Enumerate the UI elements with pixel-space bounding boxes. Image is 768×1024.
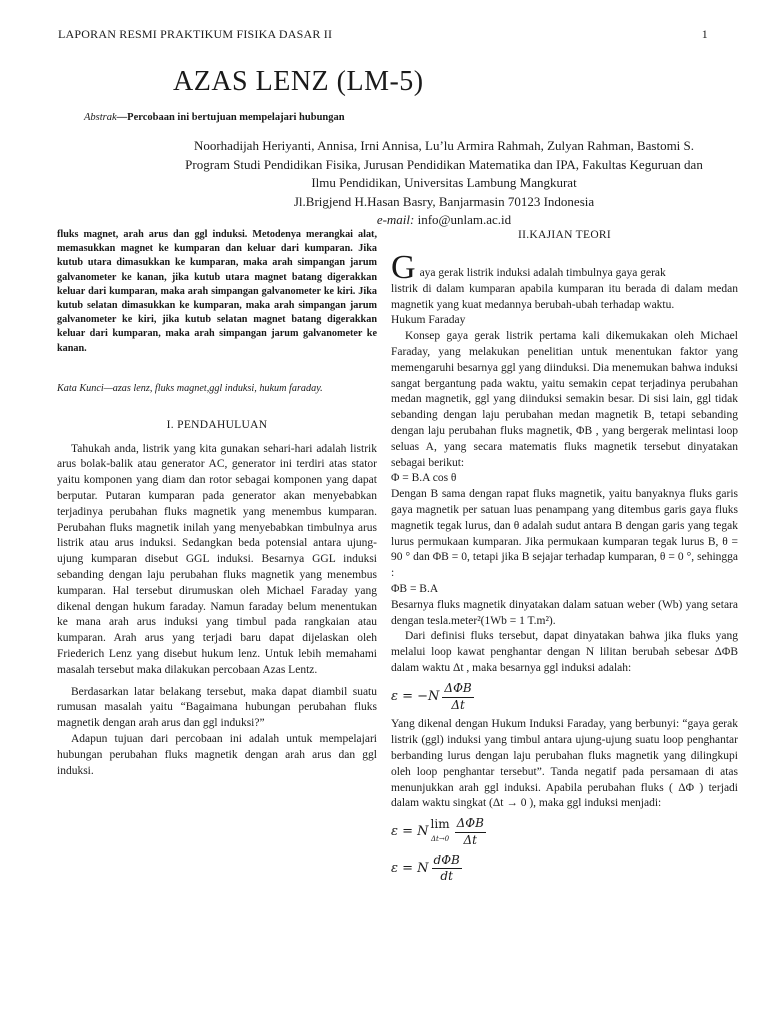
- abstract-lead-text: Percobaan ini bertujuan mempelajari hubungan: [127, 112, 345, 123]
- author-names: Noorhadijah Heriyanti, Annisa, Irni Annisa, Lu’lu Armira Rahmah, Zulyan Rahman, Bastomi S.: [193, 138, 695, 153]
- right-column: [391, 228, 738, 889]
- dropcap-line: [391, 248, 738, 286]
- eq3-fraction: [432, 853, 462, 886]
- theory-paragraph-2: Dengan B sama dengan rapat fluks magnetik, yaitu banyaknya fluks garis gaya magnetik per satuan luas penampang yang ditembus garis gaya fluks magnetik tegak lurus, dan θ adalah sudut antara B dengan garis yang tegak lurus permukaan kumparan. Jika permukaan kumparan tegak lurus B, θ = 90 ° dan ΦB = 0, tetapi jika B sejajar terhadap kumparan, θ = 0 °, sehingga :: [391, 488, 738, 580]
- page-number: 1: [701, 27, 708, 41]
- eq1-fraction: [442, 681, 473, 714]
- eq2-lim-sub: Δt→0: [430, 835, 450, 844]
- abstract-lead: [84, 112, 345, 123]
- theory-paragraph-1: Konsep gaya gerak listrik pertama kali dikemukakan oleh Michael Faraday, yang melakukan penelitian untuk menentukan faktor yang memengaruhi besarnya ggl yang diinduksi. Dia menemukan bahwa induksi sangat bergantung pada waktu, yaitu semakin cepat terjadinya perubahan medan magnetik, ggl yang diinduksi semakin besar. Di sisi lain, ggl tidak sebanding dengan laju perubahan medan magnetik B, tetapi sebanding dengan laju perubahan fluks magnetik, ΦB , yang bergerak melintasi loop seluas A, yang secara matematis fluks magnetik tersebut dinyatakan sebagai berikut:: [391, 330, 738, 469]
- eq2-fraction: [455, 816, 486, 849]
- running-head-title: LAPORAN RESMI PRAKTIKUM FISIKA DASAR II: [58, 27, 333, 41]
- eq1-denominator: Δt: [451, 697, 465, 712]
- abstract-dash: —: [116, 112, 128, 123]
- left-column: [57, 228, 377, 779]
- eq2-lim-word: lim: [430, 816, 450, 831]
- eq2-numerator: ΔΦB: [455, 816, 486, 833]
- theory-paragraph-5: Yang dikenal dengan Hukum Induksi Faraday, yang berbunyi: “gaya gerak listrik (ggl) induksi yang timbul antara ujung-ujung suatu loop penghantar berbanding lurus dengan laju perubahan fluks magnetik yang dilingkupi oleh loop penghantar tersebut”. Tanda negatif pada persamaan di atas menunjukkan arah ggl induksi. Apabila perubahan fluks ( ΔΦ ) terjadi dalam waktu singkat (Δt → 0 ), maka ggl induksi menjadi:: [391, 718, 738, 810]
- equation-faraday: [391, 681, 738, 714]
- eq1-numerator: ΔΦB: [442, 681, 473, 698]
- email-label: e-mail:: [376, 212, 415, 227]
- email-line: [150, 211, 738, 230]
- paper-title: AZAS LENZ (LM-5): [173, 66, 424, 97]
- author-block: [150, 137, 738, 230]
- affiliation-line-1: Program Studi Pendidikan Fisika, Jurusan Pendidikan Matematika dan IPA, Fakultas Keguruan dan: [185, 156, 703, 172]
- address: Jl.Brigjend H.Hasan Basry, Banjarmasin 70123 Indonesia: [293, 193, 595, 209]
- eq3-lhs: ε = N: [391, 861, 429, 877]
- section-heading-pendahuluan: I. PENDAHULUAN: [166, 418, 268, 431]
- dropcap-letter: G: [391, 248, 416, 286]
- subheading-hukum-faraday: Hukum Faraday: [391, 314, 466, 327]
- eq2-denominator: Δt: [463, 832, 477, 847]
- abstract-label: Abstrak: [84, 112, 117, 123]
- intro-paragraph-3: Adapun tujuan dari percobaan ini adalah untuk mempelajari hubungan perubahan fluks magnetik dengan arah arus dan ggl induksi.: [57, 732, 377, 777]
- equation-limit: [391, 816, 738, 849]
- theory-paragraph-3: Besarnya fluks magnetik dinyatakan dalam satuan weber (Wb) yang setara dengan tesla.meter²(1Wb = 1 T.m²).: [391, 598, 738, 627]
- eq3-numerator: dΦB: [432, 853, 462, 870]
- eq1-lhs: ε = −N: [391, 689, 440, 705]
- eq2-limit: [431, 817, 450, 849]
- theory-intro-first-line: aya gerak listrik induksi adalah timbulnya gaya gerak: [419, 267, 666, 279]
- section-heading-kajian-teori: II.KAJIAN TEORI: [517, 229, 612, 241]
- formula-flux: Φ = B.A cos θ: [391, 472, 457, 485]
- formula-flux-simple: ΦB = B.A: [391, 582, 439, 595]
- affiliation-line-2: Ilmu Pendidikan, Universitas Lambung Mangkurat: [311, 175, 577, 190]
- intro-paragraph-1: Tahukah anda, listrik yang kita gunakan sehari-hari adalah listrik arus bolak-balik atau generator AC, generator ini terdiri atas stator yaitu komponen yang diam dan rotor sebagai komponen yang dapat berputar. Putaran kumparan pada generator akan menyebabkan terjadinya perubahan fluks magnetik yang menembus kumparan. Perubahan fluks magnetik inilah yang menyebabkan timbulnya arus listrik atau arus induksi. Sedangkan beda potensial antara ujung-ujung kumparan disebut GGL induksi. Besarnya GGL induksi sebanding dengan laju perubahan fluks magnetik yang menembus kumparan. Hal tersebut dirumuskan oleh Michael Faraday yang dikenal dengan hukum faraday. Namun faraday belum menentukan ke mana arah arus induksi yang timbul pada rangkaian atau kumparan. Arah arus yang terjadi baru dapat dijelaskan oleh Friederich Lenz yang disebut hukum lenz. Untuk lebih memahami masalah tersebut maka dilakukan percobaan Azas Lentz.: [57, 442, 377, 676]
- theory-intro-rest: listrik di dalam kumparan apabila kumparan itu berada di dalam medan magnetik yang kuat medannya berubah-ubah terhadap waktu.: [391, 282, 738, 311]
- equation-derivative: [391, 853, 738, 886]
- theory-paragraph-4: Dari definisi fluks tersebut, dapat dinyatakan bahwa jika fluks yang melalui loop kawat penghantar dengan N lilitan berubah sebesar ΔΦB dalam waktu Δt , maka besarnya ggl induksi adalah:: [391, 630, 738, 674]
- running-head: [58, 27, 708, 42]
- eq3-denominator: dt: [440, 869, 453, 884]
- intro-paragraph-2: Berdasarkan latar belakang tersebut, maka dapat diambil suatu rumusan masalah yaitu “Bagaimana hubungan perubahan fluks magnetik dengan arah arus dan ggl induksi?”: [57, 685, 377, 730]
- eq2-lhs: ε = N: [391, 824, 429, 840]
- abstract-body: fluks magnet, arah arus dan ggl induksi. Metodenya merangkai alat, memasukkan magnet ke kumparan dan keluar dari kumparan. Jika kutub utara dimasukkan ke kumparan, maka arah simpangan jarum galvanometer ke kanan, jika kutub utara magnet batang digerakkan keluar dari kumparan, maka arah simpangan galvanometer ke kiri. Jika kutub selatan dimasukkan ke kumparan, maka arah simpangan jarum galvanometer ke kiri, jika kutub selatan magnet batang digerakkan keluar dari kumparan, maka arah simpangan jarum galvanometer ke kanan.: [57, 229, 377, 354]
- keywords: Kata Kunci—azas lenz, fluks magnet,ggl induksi, hukum faraday.: [57, 382, 323, 394]
- email-address: info@unlam.ac.id: [417, 212, 512, 227]
